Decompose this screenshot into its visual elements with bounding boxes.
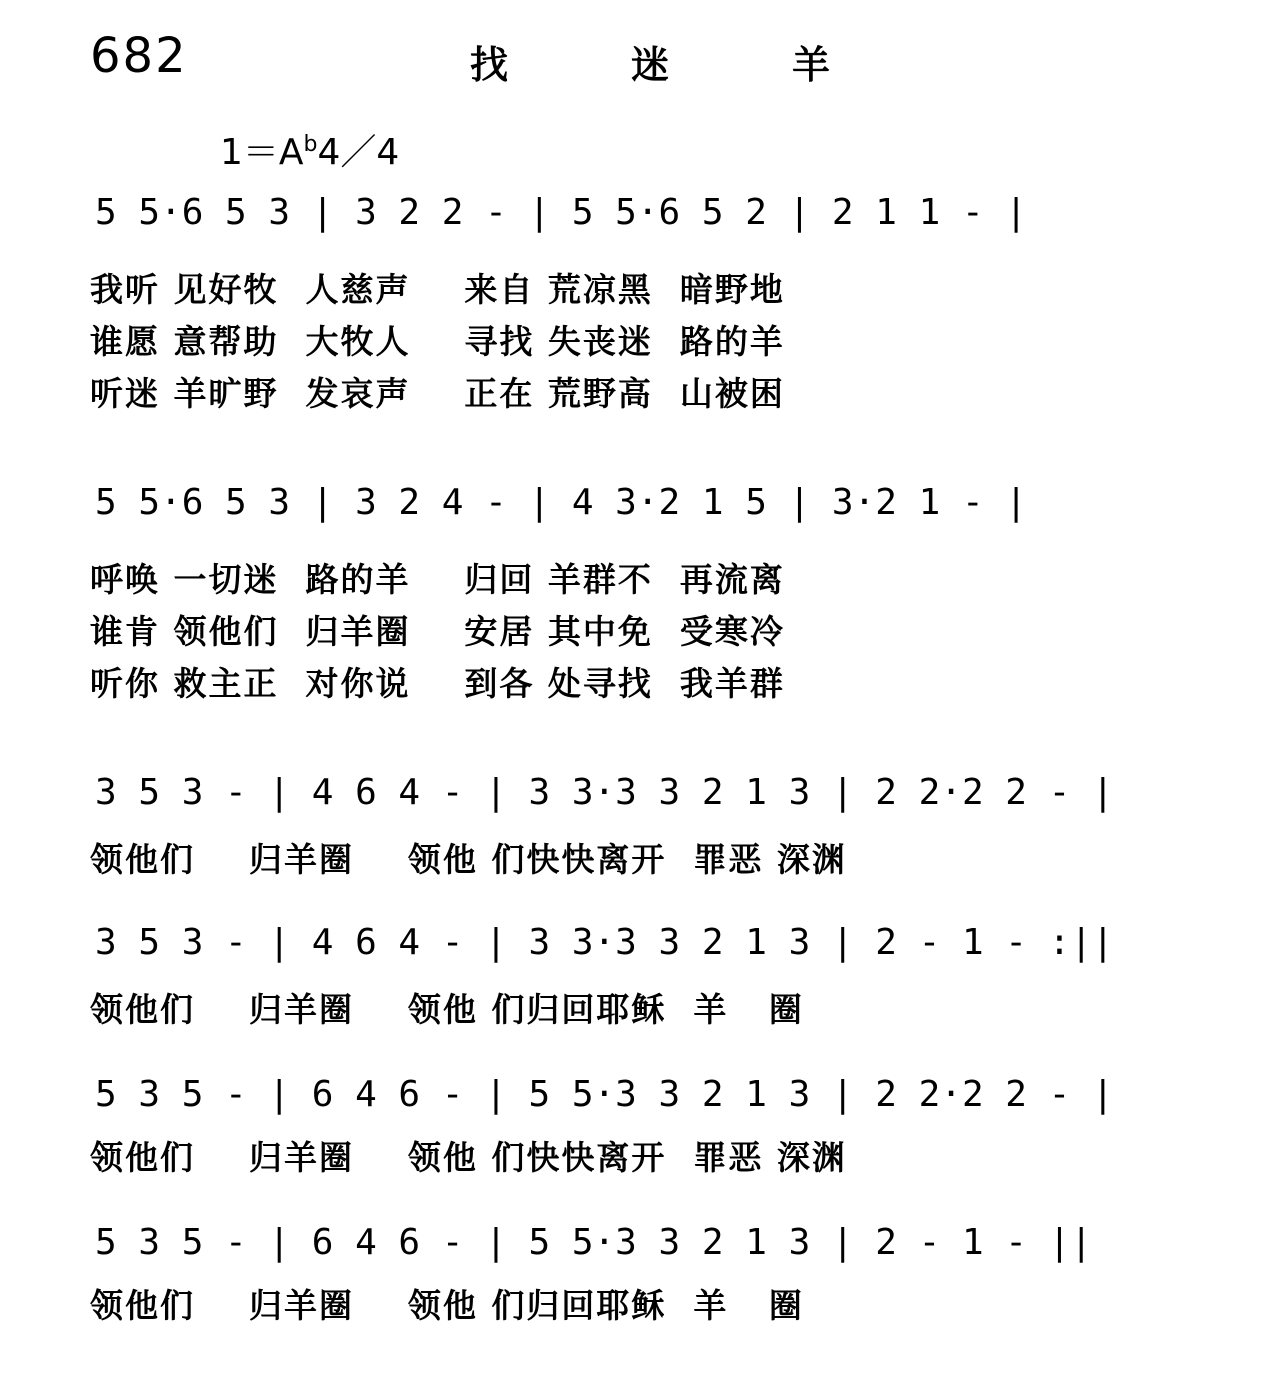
notation-line: 3 5 3 - | 4 6 4 - | 3 3·3 3 2 1 3 | 2 - 1 - :|| bbox=[95, 922, 1114, 963]
title-char: 找 bbox=[470, 43, 509, 87]
lyric-line: 领他们 归羊圈 领他 们归回耶稣 羊 圈 bbox=[90, 1286, 804, 1325]
lyric-line: 听你 救主正 对你说 到各 处寻找 我羊群 bbox=[90, 664, 785, 703]
title-char: 羊 bbox=[791, 43, 830, 87]
title-char: 迷 bbox=[630, 43, 669, 87]
lyric-line: 谁愿 意帮助 大牧人 寻找 失丧迷 路的羊 bbox=[90, 322, 785, 361]
key-flat: b bbox=[303, 132, 318, 157]
lyric-line: 听迷 羊旷野 发哀声 正在 荒野高 山被困 bbox=[90, 374, 785, 413]
notation-line: 5 3 5 - | 6 4 6 - | 5 5·3 3 2 1 3 | 2 2·2 2 - | bbox=[95, 1074, 1114, 1115]
lyric-line: 领他们 归羊圈 领他 们归回耶稣 羊 圈 bbox=[90, 990, 804, 1029]
lyric-line: 呼唤 一切迷 路的羊 归回 羊群不 再流离 bbox=[90, 560, 785, 599]
hymn-title bbox=[470, 34, 830, 89]
lyric-line: 我听 见好牧 人慈声 来自 荒凉黑 暗野地 bbox=[90, 270, 785, 309]
hymn-number: 682 bbox=[90, 28, 188, 84]
lyric-line: 领他们 归羊圈 领他 们快快离开 罪恶 深渊 bbox=[90, 1138, 847, 1177]
notation-line: 5 5·6 5 3 | 3 2 2 - | 5 5·6 5 2 | 2 1 1 - | bbox=[95, 192, 1027, 233]
key-signature bbox=[220, 124, 399, 175]
notation-line: 5 5·6 5 3 | 3 2 4 - | 4 3·2 1 5 | 3·2 1 - | bbox=[95, 482, 1027, 523]
key-suffix: 4／4 bbox=[317, 132, 400, 173]
lyric-line: 领他们 归羊圈 领他 们快快离开 罪恶 深渊 bbox=[90, 840, 847, 879]
notation-line: 5 3 5 - | 6 4 6 - | 5 5·3 3 2 1 3 | 2 - 1 - || bbox=[95, 1222, 1092, 1263]
key-prefix: 1＝A bbox=[220, 132, 304, 173]
lyric-line: 谁肯 领他们 归羊圈 安居 其中免 受寒冷 bbox=[90, 612, 785, 651]
notation-line: 3 5 3 - | 4 6 4 - | 3 3·3 3 2 1 3 | 2 2·2 2 - | bbox=[95, 772, 1114, 813]
